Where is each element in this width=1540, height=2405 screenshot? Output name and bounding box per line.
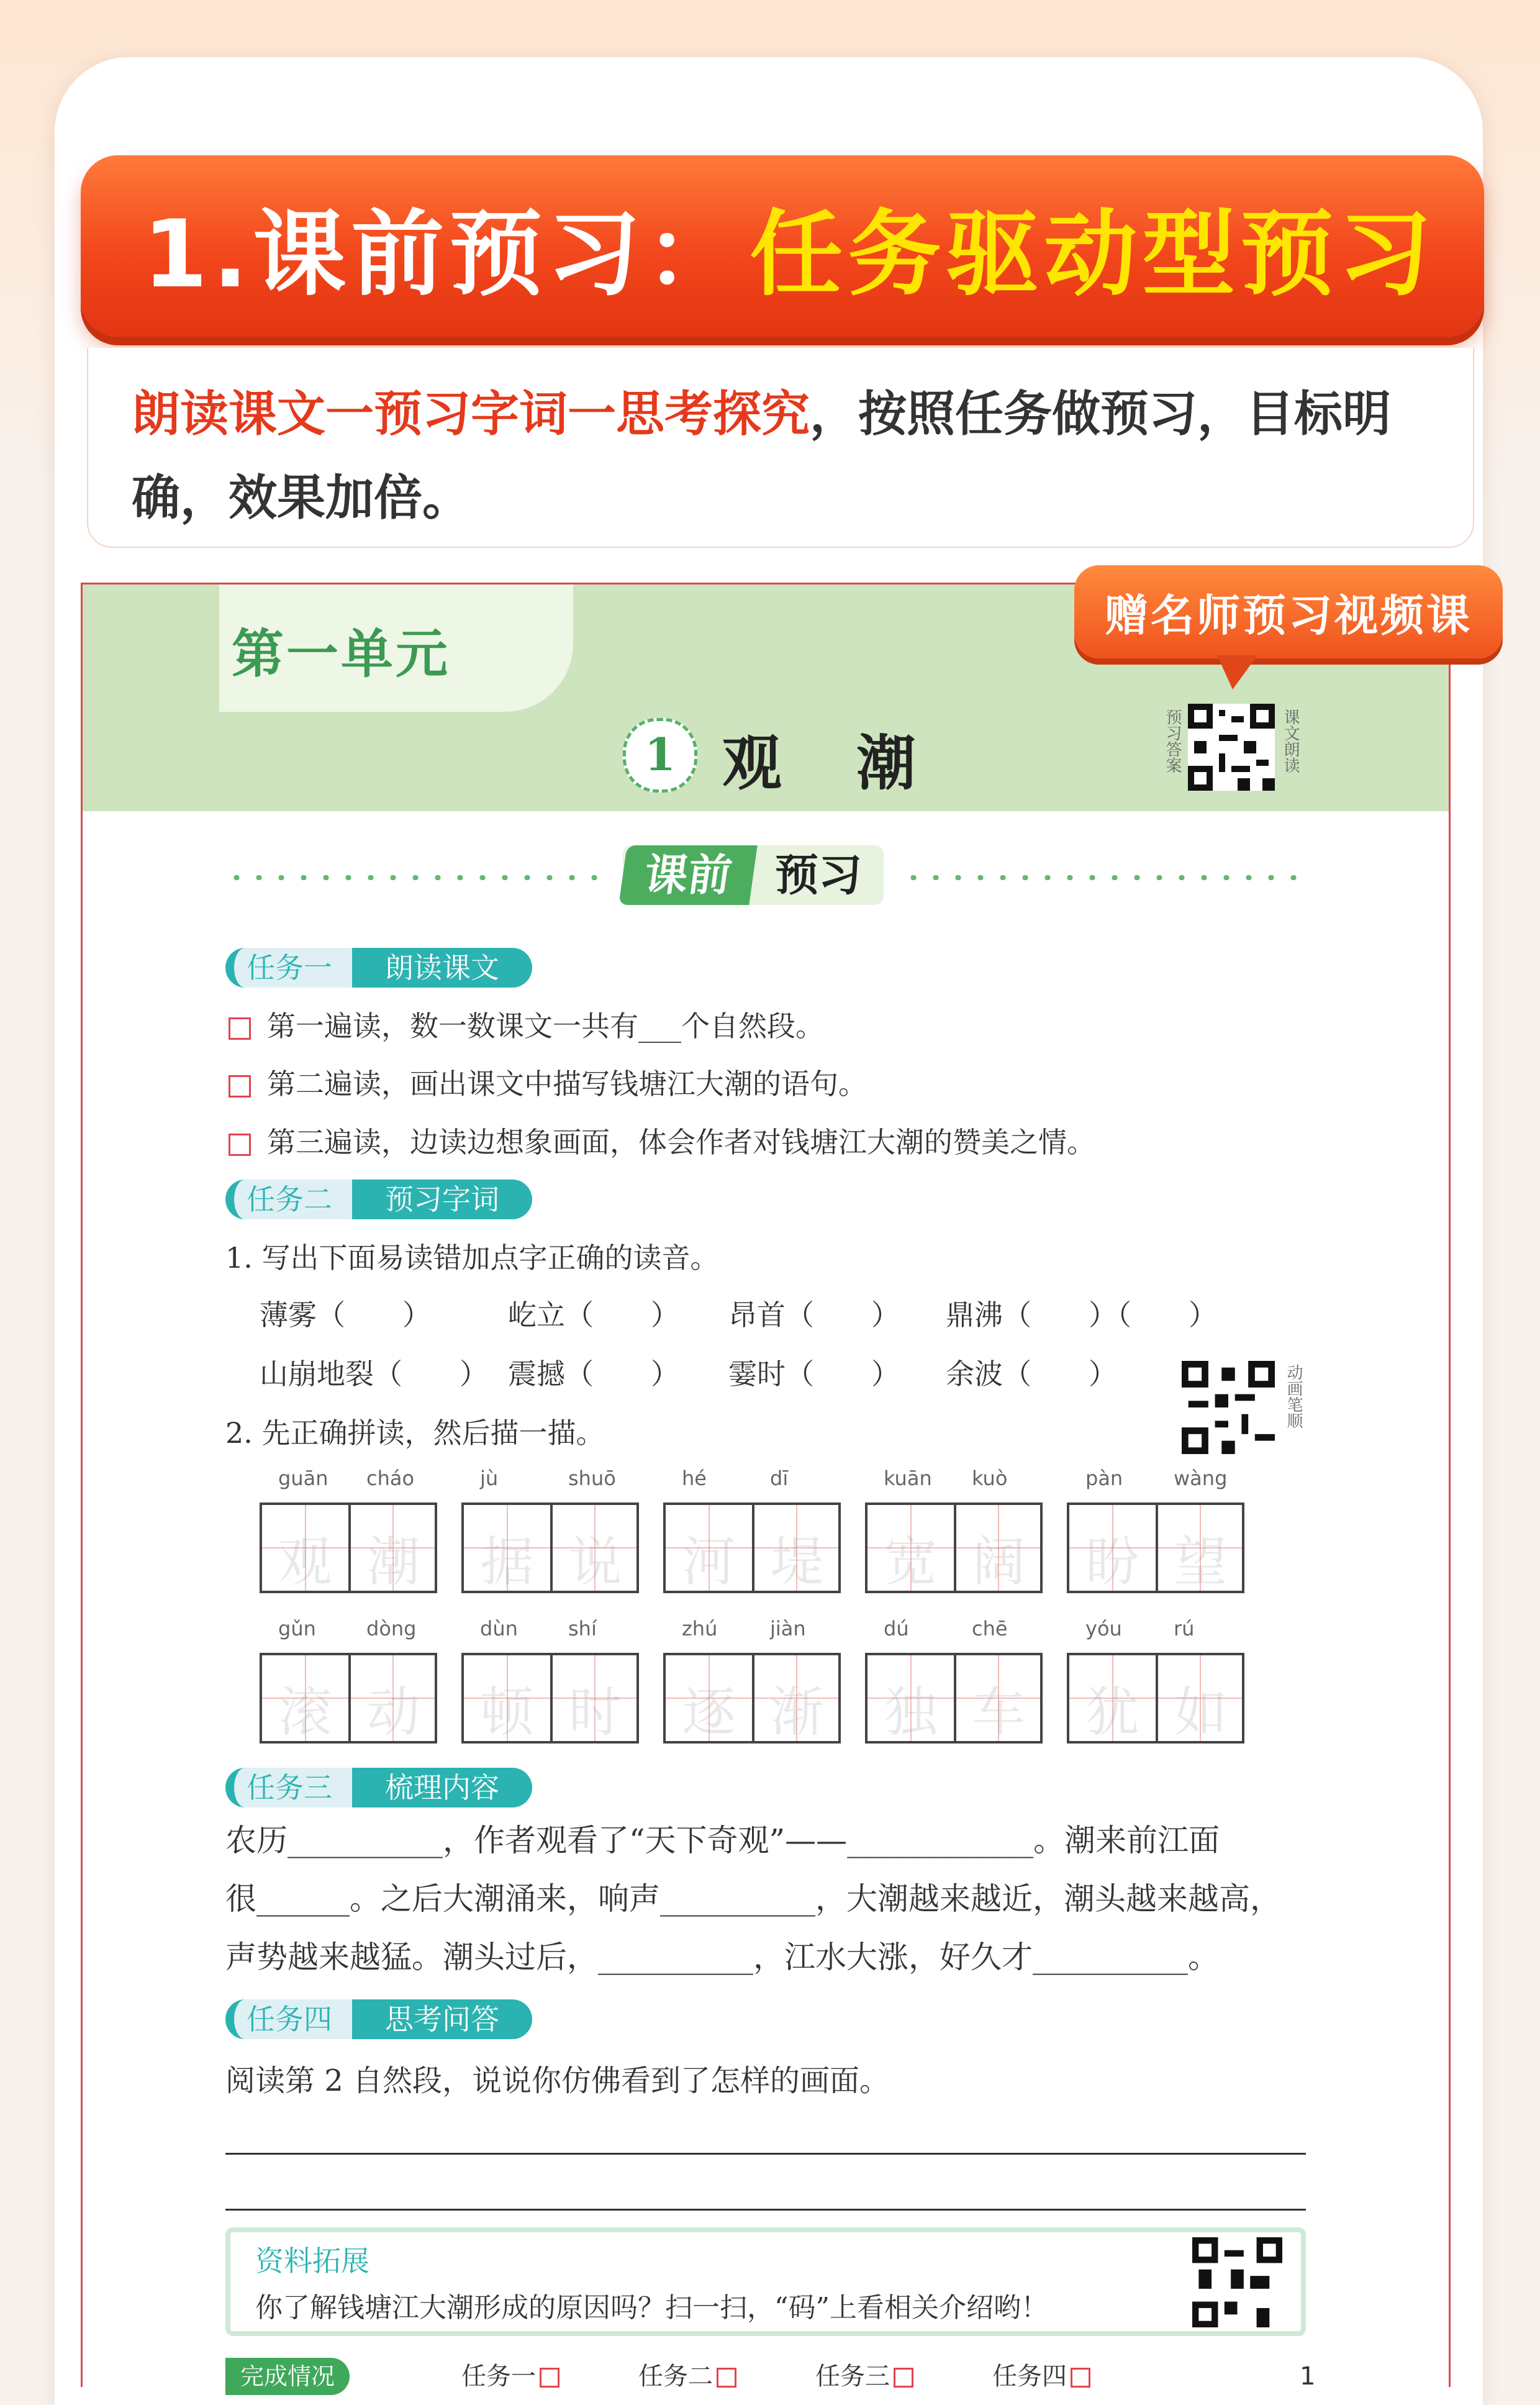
word-item: 霎时（ ）	[728, 1357, 900, 1391]
tracing-grid[interactable]	[865, 1503, 1043, 1593]
task-name: 朗读课文	[352, 948, 532, 988]
word-item: 屹立（ ）	[508, 1298, 679, 1332]
question-1: 1. 写出下面易读错加点字正确的读音。	[225, 1241, 719, 1275]
banner-title	[143, 155, 1436, 337]
section-title-right: 预习	[775, 850, 862, 901]
pinyin-label: guān	[278, 1466, 328, 1490]
answer-line[interactable]	[225, 2153, 1306, 2155]
qr-label-left: 预习答案	[1163, 709, 1182, 773]
trace-character: 独	[884, 1681, 938, 1744]
checkbox[interactable]	[229, 1134, 251, 1156]
checkbox[interactable]	[229, 1075, 251, 1098]
completion-item[interactable]	[815, 2358, 930, 2395]
workbook-page	[81, 583, 1451, 2391]
tracing-grid[interactable]	[461, 1503, 639, 1593]
banner-prefix: 1.课前预习：	[143, 201, 744, 309]
pinyin-label: cháo	[366, 1466, 415, 1490]
task1-item-text: 第三遍读，边读边想象画面，体会作者对钱塘江大潮的赞美之情。	[267, 1125, 1095, 1159]
task1-item-text: 第二遍读，画出课文中描写钱塘江大潮的语句。	[267, 1067, 867, 1101]
intro-rest: ，按照任务做预习，目标明确，效果加倍。	[132, 386, 1392, 526]
word-item: 震撼（ ）	[508, 1357, 679, 1391]
pinyin-label: pàn	[1085, 1466, 1123, 1490]
task-label: 任务二	[225, 1180, 356, 1219]
trace-character: 逐	[682, 1681, 736, 1744]
trace-character: 动	[366, 1681, 420, 1744]
pinyin-label: zhú	[682, 1617, 718, 1640]
task-name: 预习字词	[352, 1180, 532, 1219]
task-label: 任务三	[225, 1768, 356, 1807]
fill-line[interactable]: 农历__________，作者观看了“天下奇观”——____________。潮来前江面	[225, 1822, 1220, 1858]
trace-character: 渐	[770, 1681, 824, 1744]
fill-line[interactable]: 声势越来越猛。潮头过后，__________，江水大涨，好久才__________。	[225, 1939, 1219, 1975]
extension-title: 资料拓展	[255, 2244, 369, 2278]
completion-item[interactable]	[461, 2358, 576, 2395]
video-course-tag[interactable]: 赠名师预习视频课	[1074, 565, 1503, 658]
section-header	[83, 845, 1449, 907]
task1-item	[229, 1004, 824, 1045]
intro-highlight: 朗读课文一预习字词一思考探究	[132, 386, 810, 442]
lesson-number: 1	[623, 718, 697, 793]
pinyin-label: shí	[568, 1617, 597, 1640]
pinyin-label: dú	[884, 1617, 909, 1640]
trace-character: 潮	[366, 1531, 420, 1593]
trace-character: 堤	[770, 1531, 824, 1593]
word-item: 山崩地裂（ ）	[260, 1357, 488, 1391]
trace-character: 如	[1174, 1681, 1228, 1744]
pinyin-label: shuō	[568, 1466, 616, 1490]
checkbox[interactable]	[540, 2368, 559, 2388]
answer-line[interactable]	[225, 2209, 1306, 2211]
trace-character: 河	[682, 1531, 736, 1593]
banner-highlight: 任务驱动型预习	[750, 201, 1437, 309]
tracing-grid[interactable]	[663, 1653, 841, 1744]
tracing-grid[interactable]	[260, 1653, 437, 1744]
qr-code-icon[interactable]	[1182, 1361, 1275, 1454]
word-item: 余波（ ）	[946, 1357, 1117, 1391]
unit-label: 第一单元	[232, 624, 451, 684]
tracing-grid[interactable]	[260, 1503, 437, 1593]
task-label: 任务一	[225, 948, 356, 988]
completion-item-label: 任务二	[638, 2362, 713, 2391]
qr-code-icon[interactable]	[1188, 704, 1275, 791]
pinyin-label: gǔn	[278, 1617, 316, 1640]
completion-item[interactable]	[992, 2358, 1107, 2395]
trace-character: 说	[568, 1531, 622, 1593]
trace-character: 阔	[972, 1531, 1026, 1593]
checkbox[interactable]	[894, 2368, 913, 2388]
dotted-divider	[902, 875, 1306, 880]
pinyin-label: rú	[1174, 1617, 1195, 1640]
pinyin-label: dòng	[366, 1617, 417, 1640]
title-banner	[81, 155, 1484, 337]
trace-character: 犹	[1085, 1681, 1139, 1744]
task1-item	[229, 1120, 1095, 1161]
dotted-divider	[225, 875, 610, 880]
completion-item[interactable]	[638, 2358, 753, 2395]
section-title	[623, 845, 884, 905]
pinyin-label: jiàn	[770, 1617, 806, 1640]
pinyin-label: yóu	[1085, 1617, 1122, 1640]
completion-item-label: 任务一	[461, 2362, 536, 2391]
tracing-grid[interactable]	[865, 1653, 1043, 1744]
question-2: 2. 先正确拼读，然后描一描。	[225, 1416, 605, 1450]
pinyin-label: chē	[972, 1617, 1008, 1640]
pinyin-label: dùn	[480, 1617, 518, 1640]
trace-character: 滚	[278, 1681, 332, 1744]
task-name: 梳理内容	[352, 1768, 532, 1807]
pinyin-label: jù	[480, 1466, 499, 1490]
qr-label: 动画笔顺	[1284, 1364, 1303, 1429]
trace-character: 据	[480, 1531, 534, 1593]
word-item: 薄雾（ ）	[260, 1298, 431, 1332]
section-title-left: 课前	[618, 845, 757, 905]
trace-character: 时	[568, 1681, 622, 1744]
completion-bar	[225, 2358, 1306, 2395]
word-item: 鼎沸（ ）（ ）	[946, 1298, 1217, 1332]
trace-character: 盼	[1085, 1531, 1139, 1593]
checkbox[interactable]	[717, 2368, 736, 2388]
checkbox[interactable]	[229, 1017, 251, 1040]
pinyin-label: hé	[682, 1466, 707, 1490]
trace-character: 宽	[884, 1531, 938, 1593]
task-label: 任务四	[225, 1999, 356, 2039]
completion-item-label: 任务三	[815, 2362, 890, 2391]
trace-character: 望	[1174, 1531, 1228, 1593]
qr-code-icon[interactable]	[1192, 2237, 1282, 2327]
fill-line[interactable]: 很______。之后大潮涌来，响声__________，大潮越来越近，潮头越来越高，	[225, 1881, 1281, 1917]
pinyin-label: kuò	[972, 1466, 1008, 1490]
intro-box	[87, 348, 1474, 548]
tracing-grid[interactable]	[663, 1503, 841, 1593]
pinyin-label: kuān	[884, 1466, 932, 1490]
intro-text	[132, 373, 1436, 540]
word-item: 昂首（ ）	[728, 1298, 900, 1332]
checkbox[interactable]	[1071, 2368, 1090, 2388]
pinyin-label: wàng	[1174, 1466, 1228, 1490]
completion-badge: 完成情况	[225, 2358, 350, 2395]
qr-label-right: 课文朗读	[1281, 709, 1300, 773]
tracing-grid[interactable]	[461, 1653, 639, 1744]
page-number: 1	[1300, 2362, 1316, 2391]
completion-item-label: 任务四	[992, 2362, 1067, 2391]
trace-character: 观	[278, 1531, 332, 1593]
pinyin-label: dī	[770, 1466, 789, 1490]
lesson-title: 观潮	[722, 728, 990, 798]
trace-character: 顿	[480, 1681, 534, 1744]
tracing-grid[interactable]	[1067, 1503, 1244, 1593]
extension-text: 你了解钱塘江大潮形成的原因吗？扫一扫，“码”上看相关介绍哟！	[255, 2292, 1048, 2324]
task1-item	[229, 1062, 867, 1102]
trace-character: 车	[972, 1681, 1026, 1744]
task-name: 思考问答	[352, 1999, 532, 2039]
extension-box	[225, 2227, 1306, 2336]
task4-question: 阅读第 2 自然段，说说你仿佛看到了怎样的画面。	[225, 2063, 890, 2098]
task1-item-text: 第一遍读，数一数课文一共有___个自然段。	[267, 1009, 824, 1043]
tracing-grid[interactable]	[1067, 1653, 1244, 1744]
